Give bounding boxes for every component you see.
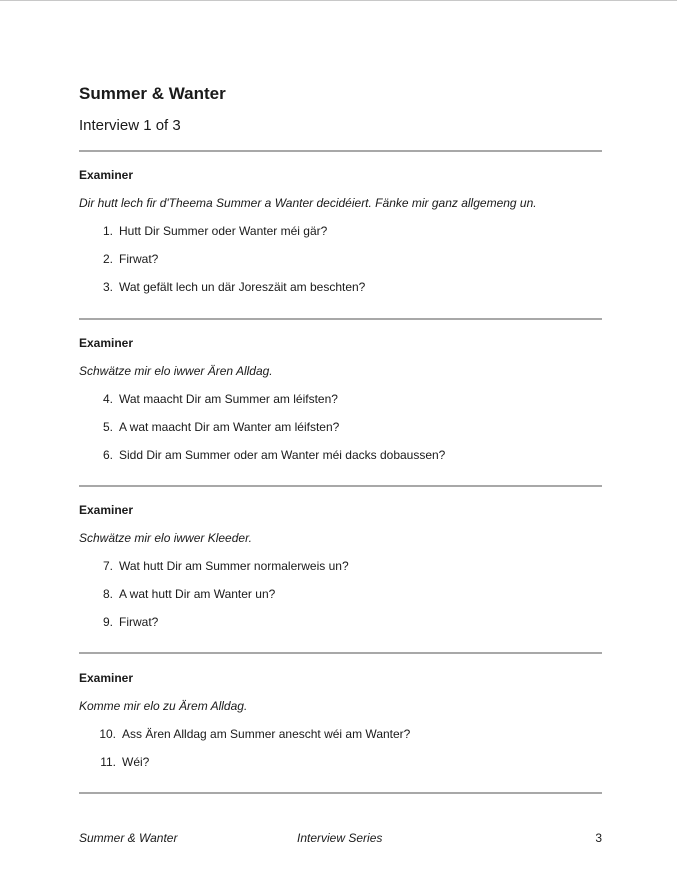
question-number: 7. bbox=[102, 559, 113, 573]
question-item bbox=[79, 754, 602, 770]
question-item bbox=[79, 279, 602, 295]
question-text: Wat hutt Dir am Summer normalerweis un? bbox=[119, 559, 349, 573]
interview-section-3 bbox=[79, 502, 602, 630]
question-number: 6. bbox=[102, 448, 113, 462]
question-number: 9. bbox=[102, 615, 113, 629]
examiner-prompt: Schwätze mir elo iwwer Kleeder. bbox=[79, 531, 252, 545]
footer-document-title: Summer & Wanter bbox=[79, 831, 178, 845]
question-item bbox=[79, 391, 602, 407]
interview-section-2 bbox=[79, 335, 602, 463]
section-divider bbox=[79, 485, 602, 487]
question-item bbox=[79, 726, 602, 742]
interview-section-4 bbox=[79, 670, 602, 770]
interview-section-1 bbox=[79, 167, 602, 295]
question-text: Hutt Dir Summer oder Wanter méi gär? bbox=[119, 224, 328, 238]
question-item bbox=[79, 223, 602, 239]
speaker-label: Examiner bbox=[79, 671, 134, 685]
question-text: A wat maacht Dir am Wanter am léifsten? bbox=[119, 420, 340, 434]
section-divider bbox=[79, 150, 602, 152]
section-divider bbox=[79, 792, 602, 794]
question-number: 1. bbox=[102, 224, 113, 238]
question-item bbox=[79, 419, 602, 435]
question-item bbox=[79, 447, 602, 463]
speaker-label: Examiner bbox=[79, 336, 134, 350]
question-text: Firwat? bbox=[119, 252, 159, 266]
question-text: Sidd Dir am Summer oder am Wanter méi dacks dobaussen? bbox=[119, 448, 446, 462]
examiner-prompt: Komme mir elo zu Ärem Alldag. bbox=[79, 699, 248, 713]
question-item bbox=[79, 251, 602, 267]
examiner-prompt: Dir hutt lech fir d'Theema Summer a Wanter decidéiert. Fänke mir ganz allgemeng un. bbox=[79, 196, 537, 210]
question-item bbox=[79, 614, 602, 630]
section-divider bbox=[79, 652, 602, 654]
question-number: 11. bbox=[100, 755, 116, 769]
question-number: 10. bbox=[99, 727, 116, 741]
footer-page-number: 3 bbox=[595, 831, 602, 845]
section-divider bbox=[79, 318, 602, 320]
question-text: Wat maacht Dir am Summer am léifsten? bbox=[119, 392, 338, 406]
document-title: Summer & Wanter bbox=[79, 84, 226, 103]
speaker-label: Examiner bbox=[79, 168, 134, 182]
document-subtitle: Interview 1 of 3 bbox=[79, 117, 181, 134]
question-text: Wéi? bbox=[122, 755, 150, 769]
page-footer bbox=[79, 831, 602, 847]
question-number: 8. bbox=[102, 587, 113, 601]
question-number: 2. bbox=[102, 252, 113, 266]
question-number: 3. bbox=[102, 280, 113, 294]
speaker-label: Examiner bbox=[79, 503, 134, 517]
question-number: 4. bbox=[102, 392, 113, 406]
page-top-edge bbox=[0, 0, 677, 1]
question-item bbox=[79, 586, 602, 602]
question-list bbox=[79, 558, 602, 630]
footer-series-name: Interview Series bbox=[297, 831, 383, 845]
question-text: Firwat? bbox=[119, 615, 159, 629]
question-number: 5. bbox=[102, 420, 113, 434]
question-list bbox=[79, 223, 602, 295]
question-text: Ass Ären Alldag am Summer anescht wéi am Wanter? bbox=[122, 727, 411, 741]
question-text: A wat hutt Dir am Wanter un? bbox=[119, 587, 276, 601]
question-text: Wat gefält lech un där Joreszäit am beschten? bbox=[119, 280, 366, 294]
examiner-prompt: Schwätze mir elo iwwer Ären Alldag. bbox=[79, 364, 273, 378]
question-list bbox=[79, 391, 602, 463]
question-list bbox=[79, 726, 602, 770]
question-item bbox=[79, 558, 602, 574]
